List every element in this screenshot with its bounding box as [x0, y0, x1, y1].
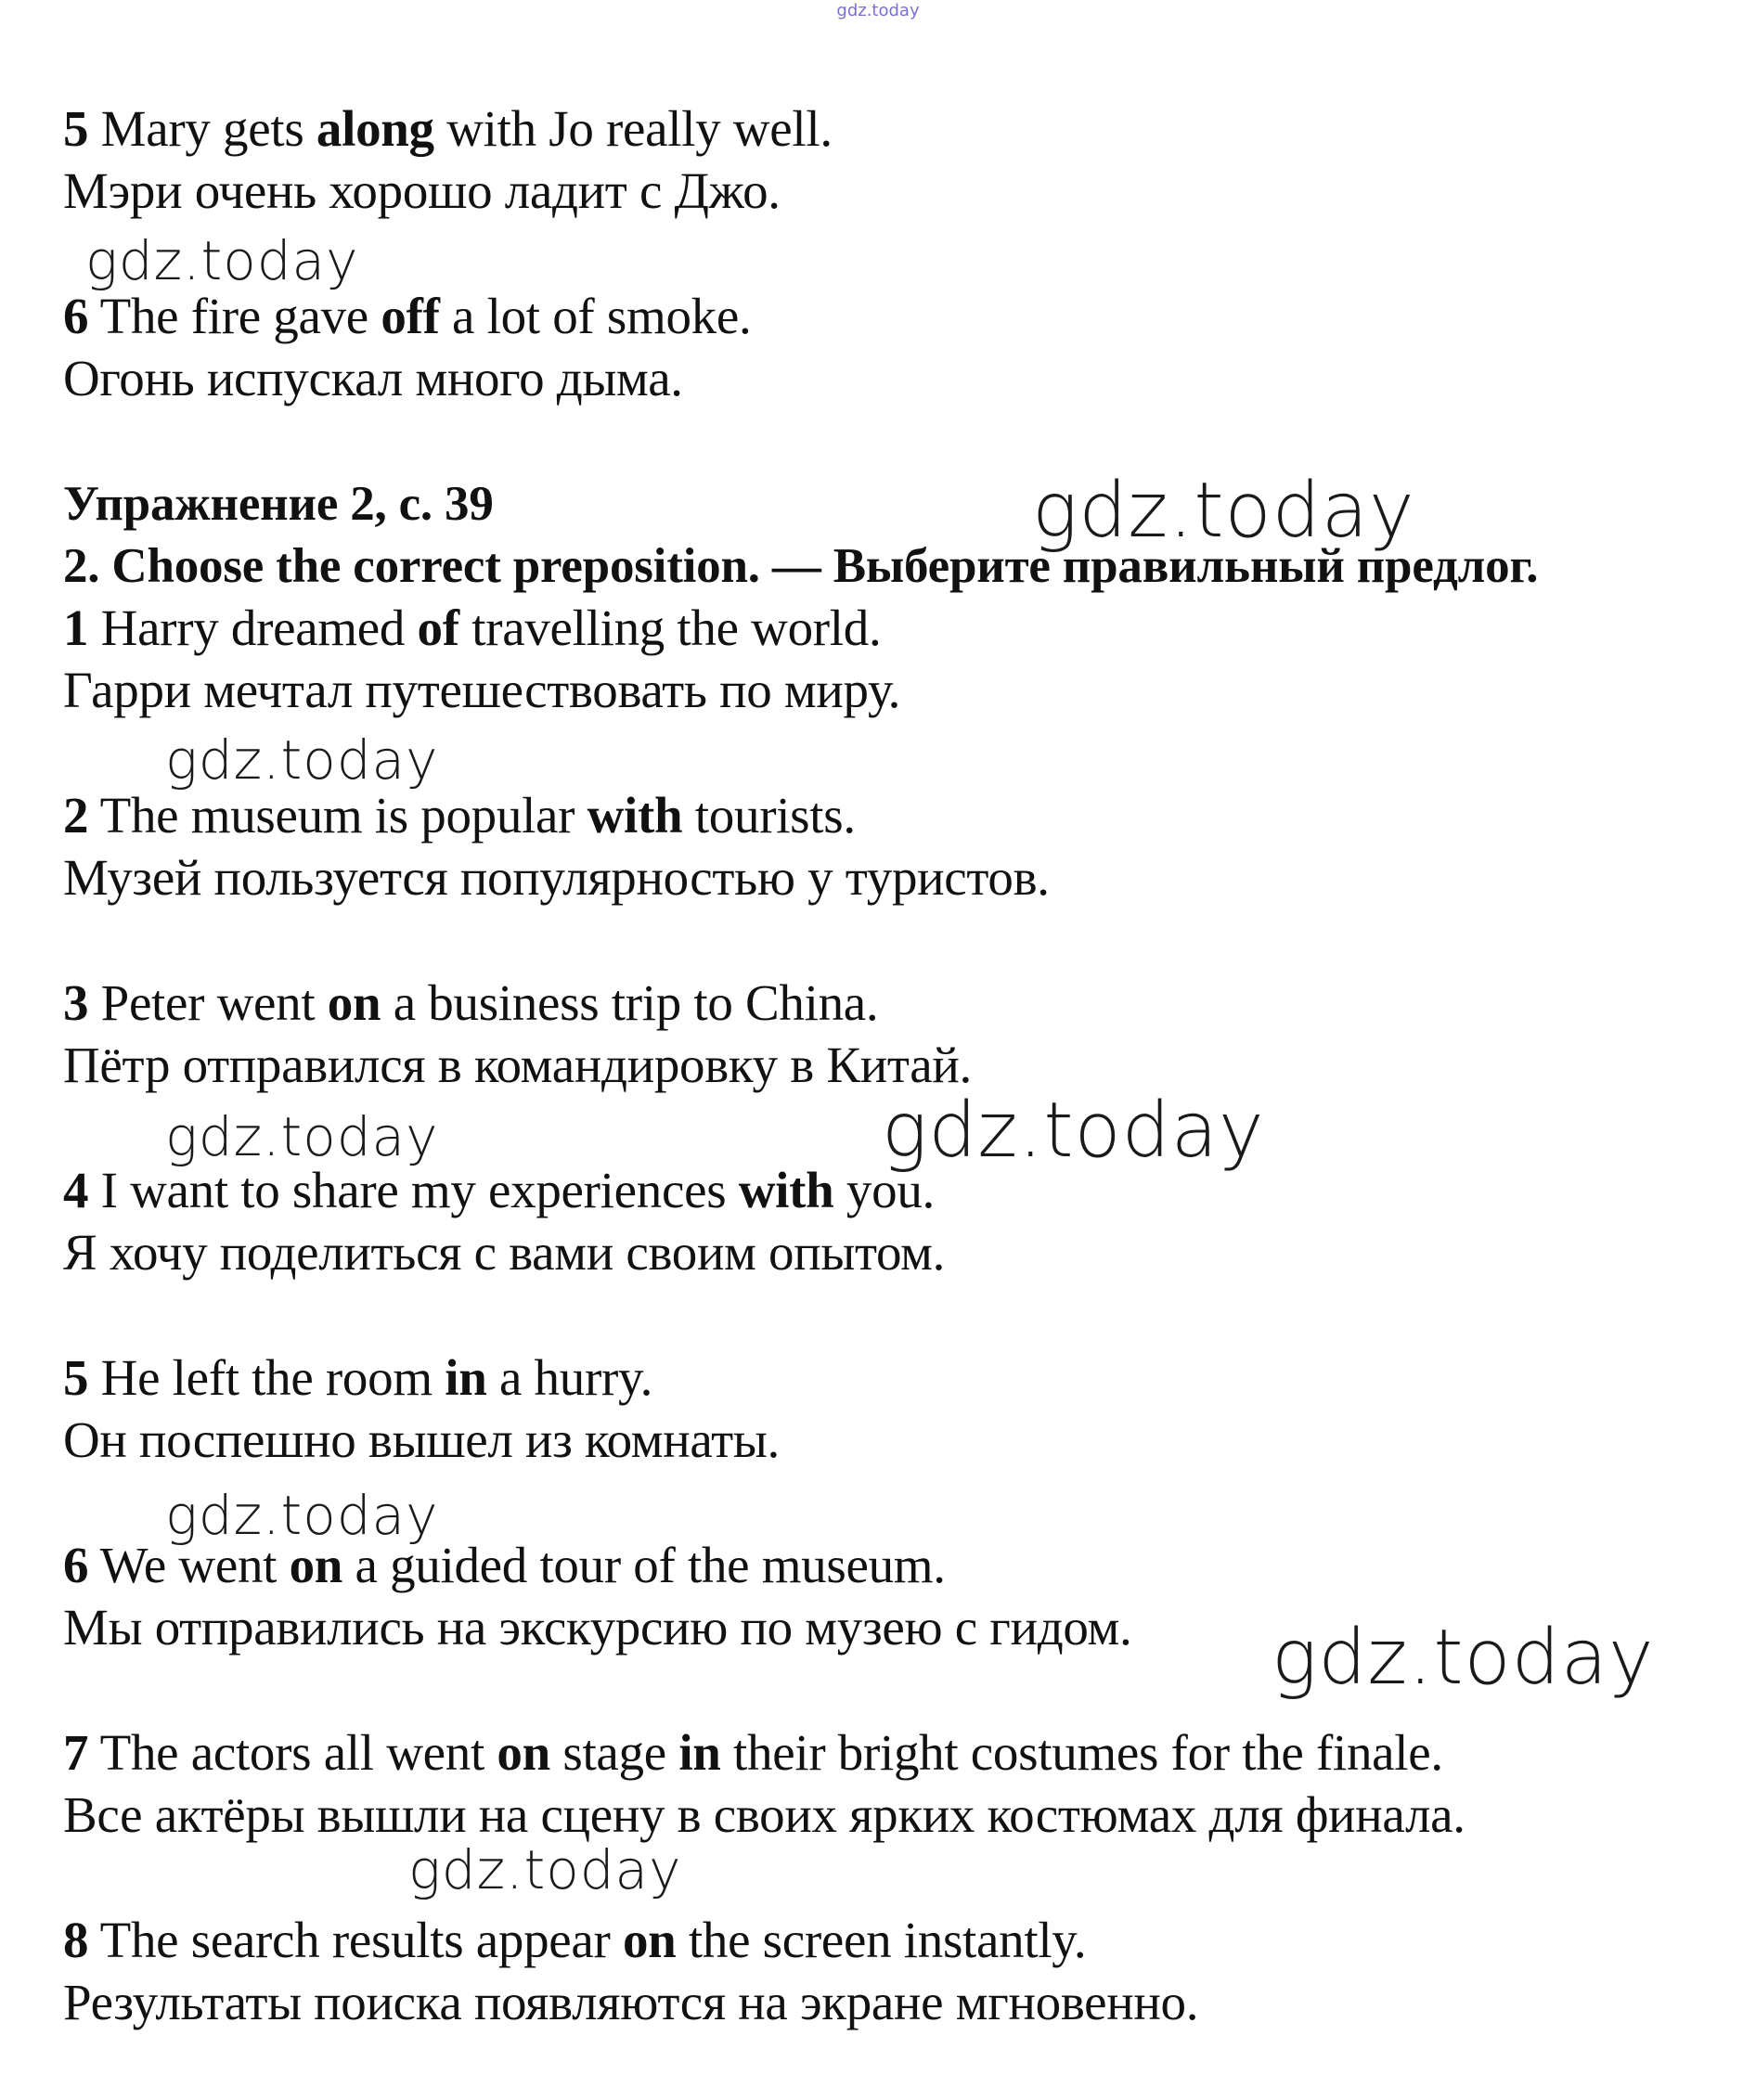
watermark: gdz.today	[165, 728, 439, 792]
sentence-en: 8 The search results appear on the screen instantly.	[63, 1912, 1087, 1968]
sentence-en: 1 Harry dreamed of travelling the world.	[63, 599, 882, 656]
sentence-ru: Результаты поиска появляются на экране мгновенно.	[63, 1974, 1199, 2030]
watermark: gdz.today	[1032, 467, 1415, 555]
exercise-task: 2. Choose the correct preposition. — Выберите правильный предлог.	[63, 539, 1539, 593]
sentence-ru: Пётр отправился в командировку в Китай.	[63, 1037, 972, 1093]
sentence-ru: Мы отправились на экскурсию по музею с гидом.	[63, 1599, 1132, 1656]
sentence-en: 6 We went on a guided tour of the museum.	[63, 1537, 946, 1593]
sentence-en: 6 The fire gave off a lot of smoke.	[63, 288, 752, 344]
watermark: gdz.today	[85, 229, 359, 292]
sentence-en: 7 The actors all went on stage in their bright costumes for the finale.	[63, 1724, 1443, 1781]
watermark: gdz.today	[165, 1105, 439, 1168]
exercise-heading: Упражнение 2, с. 39	[63, 477, 494, 531]
sentence-ru: Музей пользуется популярностью у туристов.	[63, 849, 1050, 906]
sentence-ru: Я хочу поделиться с вами своим опытом.	[63, 1224, 946, 1281]
watermark: gdz.today	[165, 1484, 439, 1547]
sentence-ru: Он поспешно вышел из комнаты.	[63, 1411, 780, 1468]
watermark: gdz.today	[882, 1087, 1265, 1175]
site-mark: gdz.today	[836, 1, 920, 20]
sentence-ru: Все актёры вышли на сцену в своих ярких костюмах для финала.	[63, 1786, 1465, 1843]
sentence-en: 3 Peter went on a business trip to China.	[63, 974, 879, 1031]
sentence-en: 2 The museum is popular with tourists.	[63, 787, 856, 844]
watermark: gdz.today	[408, 1838, 682, 1901]
sentence-ru: Мэри очень хорошо ладит с Джо.	[63, 162, 781, 219]
sentence-ru: Огонь испускал много дыма.	[63, 350, 683, 406]
sentence-en: 4 I want to share my experiences with you.	[63, 1162, 935, 1218]
watermark: gdz.today	[1272, 1614, 1655, 1702]
sentence-en: 5 Mary gets along with Jo really well.	[63, 100, 833, 157]
sentence-ru: Гарри мечтал путешествовать по миру.	[63, 662, 901, 718]
sentence-en: 5 He left the room in a hurry.	[63, 1349, 653, 1406]
